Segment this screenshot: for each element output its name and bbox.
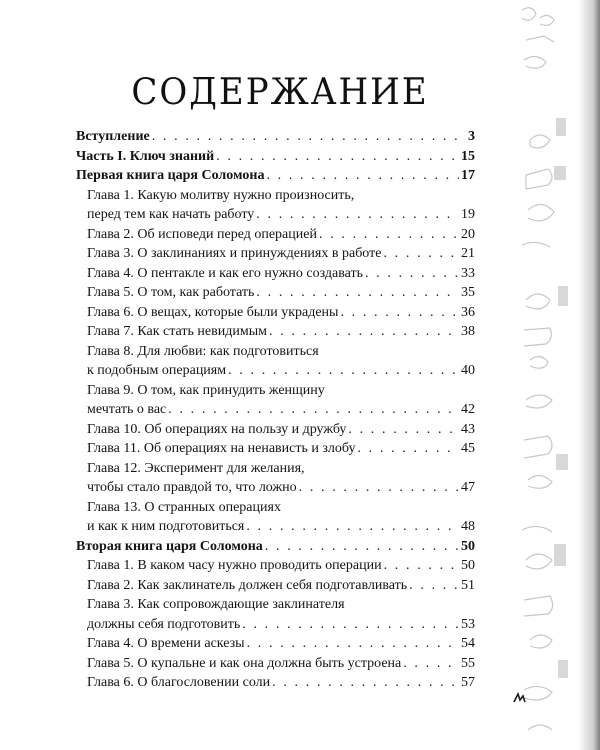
toc-chapter-entry	[76, 303, 475, 323]
toc-entry-text: Глава 1. В каком часу нужно проводить операции	[87, 558, 382, 573]
toc-entry-text: Глава 9. О том, как принудить женщину	[87, 382, 325, 398]
toc-page-number: 50	[461, 538, 475, 554]
toc-entry-text: Глава 6. О благословении соли	[87, 675, 271, 690]
toc-entry-text: Глава 2. Об исповеди перед операцией	[87, 226, 317, 242]
toc-chapter-entry	[76, 634, 475, 654]
toc-entry-text: Глава 10. Об операциях на пользу и дружбу	[87, 421, 347, 437]
dot-leader	[256, 205, 459, 225]
toc-entry-text: Глава 12. Эксперимент для желания,	[87, 460, 305, 476]
toc-entry-text: и как к ним подготовиться	[87, 519, 245, 534]
toc-page-number: 43	[461, 421, 475, 437]
toc-entry-text: Первая книга царя Соломона	[76, 168, 265, 183]
toc-entry-text: перед тем как начать работу	[87, 207, 255, 222]
dot-leader	[256, 283, 459, 303]
toc-entry-text: Часть I. Ключ знаний	[76, 148, 215, 164]
toc-part-entry	[76, 127, 475, 147]
dot-leader	[357, 439, 459, 459]
toc-part-entry	[76, 166, 475, 186]
toc-entry-text: Глава 2. Как заклинатель должен себя подготавливать	[87, 577, 408, 593]
dot-leader	[299, 478, 459, 498]
dot-leader	[340, 303, 459, 323]
toc-entry-text: Глава 7. Как стать невидимым	[87, 324, 267, 339]
toc-chapter-entry	[76, 654, 475, 674]
dot-leader	[403, 654, 459, 674]
toc-entry-text: Глава 13. О странных операциях	[87, 499, 281, 515]
toc-page-number: 50	[461, 558, 475, 573]
page-title: СОДЕРЖАНИЕ	[131, 70, 429, 114]
toc-page-number: 42	[461, 402, 475, 417]
dot-leader	[319, 225, 459, 245]
dot-leader	[247, 634, 459, 654]
toc-entry-text: к подобным операциям	[87, 363, 227, 378]
toc-page-number: 21	[461, 246, 475, 261]
dot-leader	[168, 400, 459, 420]
toc-entry-text: чтобы стало правдой то, что ложно	[87, 480, 297, 495]
toc-page-number: 57	[461, 675, 475, 690]
toc-page-number: 17	[461, 168, 475, 183]
toc-page-number: 38	[461, 324, 475, 339]
dot-leader	[409, 576, 459, 596]
toc-entry-text: Глава 4. О пентакле и как его нужно создавать	[87, 265, 363, 281]
toc-chapter-entry	[76, 673, 475, 693]
toc-entry-text: Глава 5. О купальне и как она должна быть устроена	[87, 655, 402, 671]
page-corner-mark-icon	[512, 690, 528, 706]
toc-entry-text: Глава 4. О времени аскезы	[87, 636, 245, 651]
toc-entry-text: Глава 3. Как сопровождающие заклинателя	[87, 597, 345, 612]
dot-leader	[365, 264, 459, 284]
toc-entry-text: Глава 11. Об операциях на ненависть и злобу	[87, 441, 356, 456]
toc-chapter-entry	[76, 439, 475, 459]
toc-page-number: 45	[461, 441, 475, 456]
scan-edge-shadow	[578, 0, 600, 750]
toc-page-number: 47	[461, 480, 475, 495]
toc-page-number: 53	[461, 616, 475, 632]
toc-chapter-entry	[76, 244, 475, 264]
toc-chapter-entry	[76, 186, 475, 225]
dot-leader	[348, 420, 459, 440]
dot-leader	[266, 166, 459, 186]
toc-chapter-entry	[76, 342, 475, 381]
dot-leader	[242, 615, 459, 635]
dot-leader	[152, 127, 459, 147]
toc-chapter-entry	[76, 576, 475, 596]
toc-part-entry	[76, 537, 475, 557]
toc-page-number: 3	[468, 129, 475, 144]
toc-chapter-entry	[76, 322, 475, 342]
toc-chapter-entry	[76, 225, 475, 245]
toc-page-number: 54	[461, 636, 475, 651]
toc-page-number: 55	[461, 655, 475, 671]
dot-leader	[228, 361, 459, 381]
dot-leader	[265, 537, 459, 557]
toc-chapter-entry	[76, 381, 475, 420]
toc-page-number: 51	[461, 577, 475, 593]
toc-chapter-entry	[76, 420, 475, 440]
toc-chapter-entry	[76, 264, 475, 284]
dot-leader	[384, 556, 459, 576]
toc-page-number: 20	[461, 226, 475, 242]
toc-page-number: 15	[461, 148, 475, 164]
toc-part-entry	[76, 147, 475, 167]
toc-page-number: 36	[461, 304, 475, 320]
toc-page-number: 40	[461, 363, 475, 378]
toc-page-number: 48	[461, 519, 475, 534]
toc-entry-text: Вторая книга царя Соломона	[76, 538, 263, 554]
toc-entry-text: мечтать о вас	[87, 402, 167, 417]
toc-entry-text: Глава 5. О том, как работать	[87, 285, 255, 300]
table-of-contents	[76, 127, 475, 693]
toc-entry-text: Глава 8. Для любви: как подготовиться	[87, 343, 319, 359]
dot-leader	[246, 517, 459, 537]
dot-leader	[272, 673, 459, 693]
toc-entry-text: Глава 1. Какую молитву нужно произносить,	[87, 187, 355, 203]
toc-entry-text: должны себя подготовить	[87, 616, 241, 632]
toc-chapter-entry	[76, 595, 475, 634]
toc-page-number: 19	[461, 207, 475, 222]
dot-leader	[383, 244, 459, 264]
toc-page-number: 35	[461, 285, 475, 300]
toc-chapter-entry	[76, 459, 475, 498]
dot-leader	[269, 322, 459, 342]
toc-entry-text: Глава 6. О вещах, которые были украдены	[87, 304, 339, 320]
toc-chapter-entry	[76, 556, 475, 576]
toc-entry-text: Глава 3. О заклинаниях и принуждениях в работе	[87, 246, 382, 261]
dot-leader	[216, 147, 459, 167]
toc-entry-text: Вступление	[76, 129, 150, 144]
toc-chapter-entry	[76, 283, 475, 303]
toc-chapter-entry	[76, 498, 475, 537]
toc-page-number: 33	[461, 265, 475, 281]
